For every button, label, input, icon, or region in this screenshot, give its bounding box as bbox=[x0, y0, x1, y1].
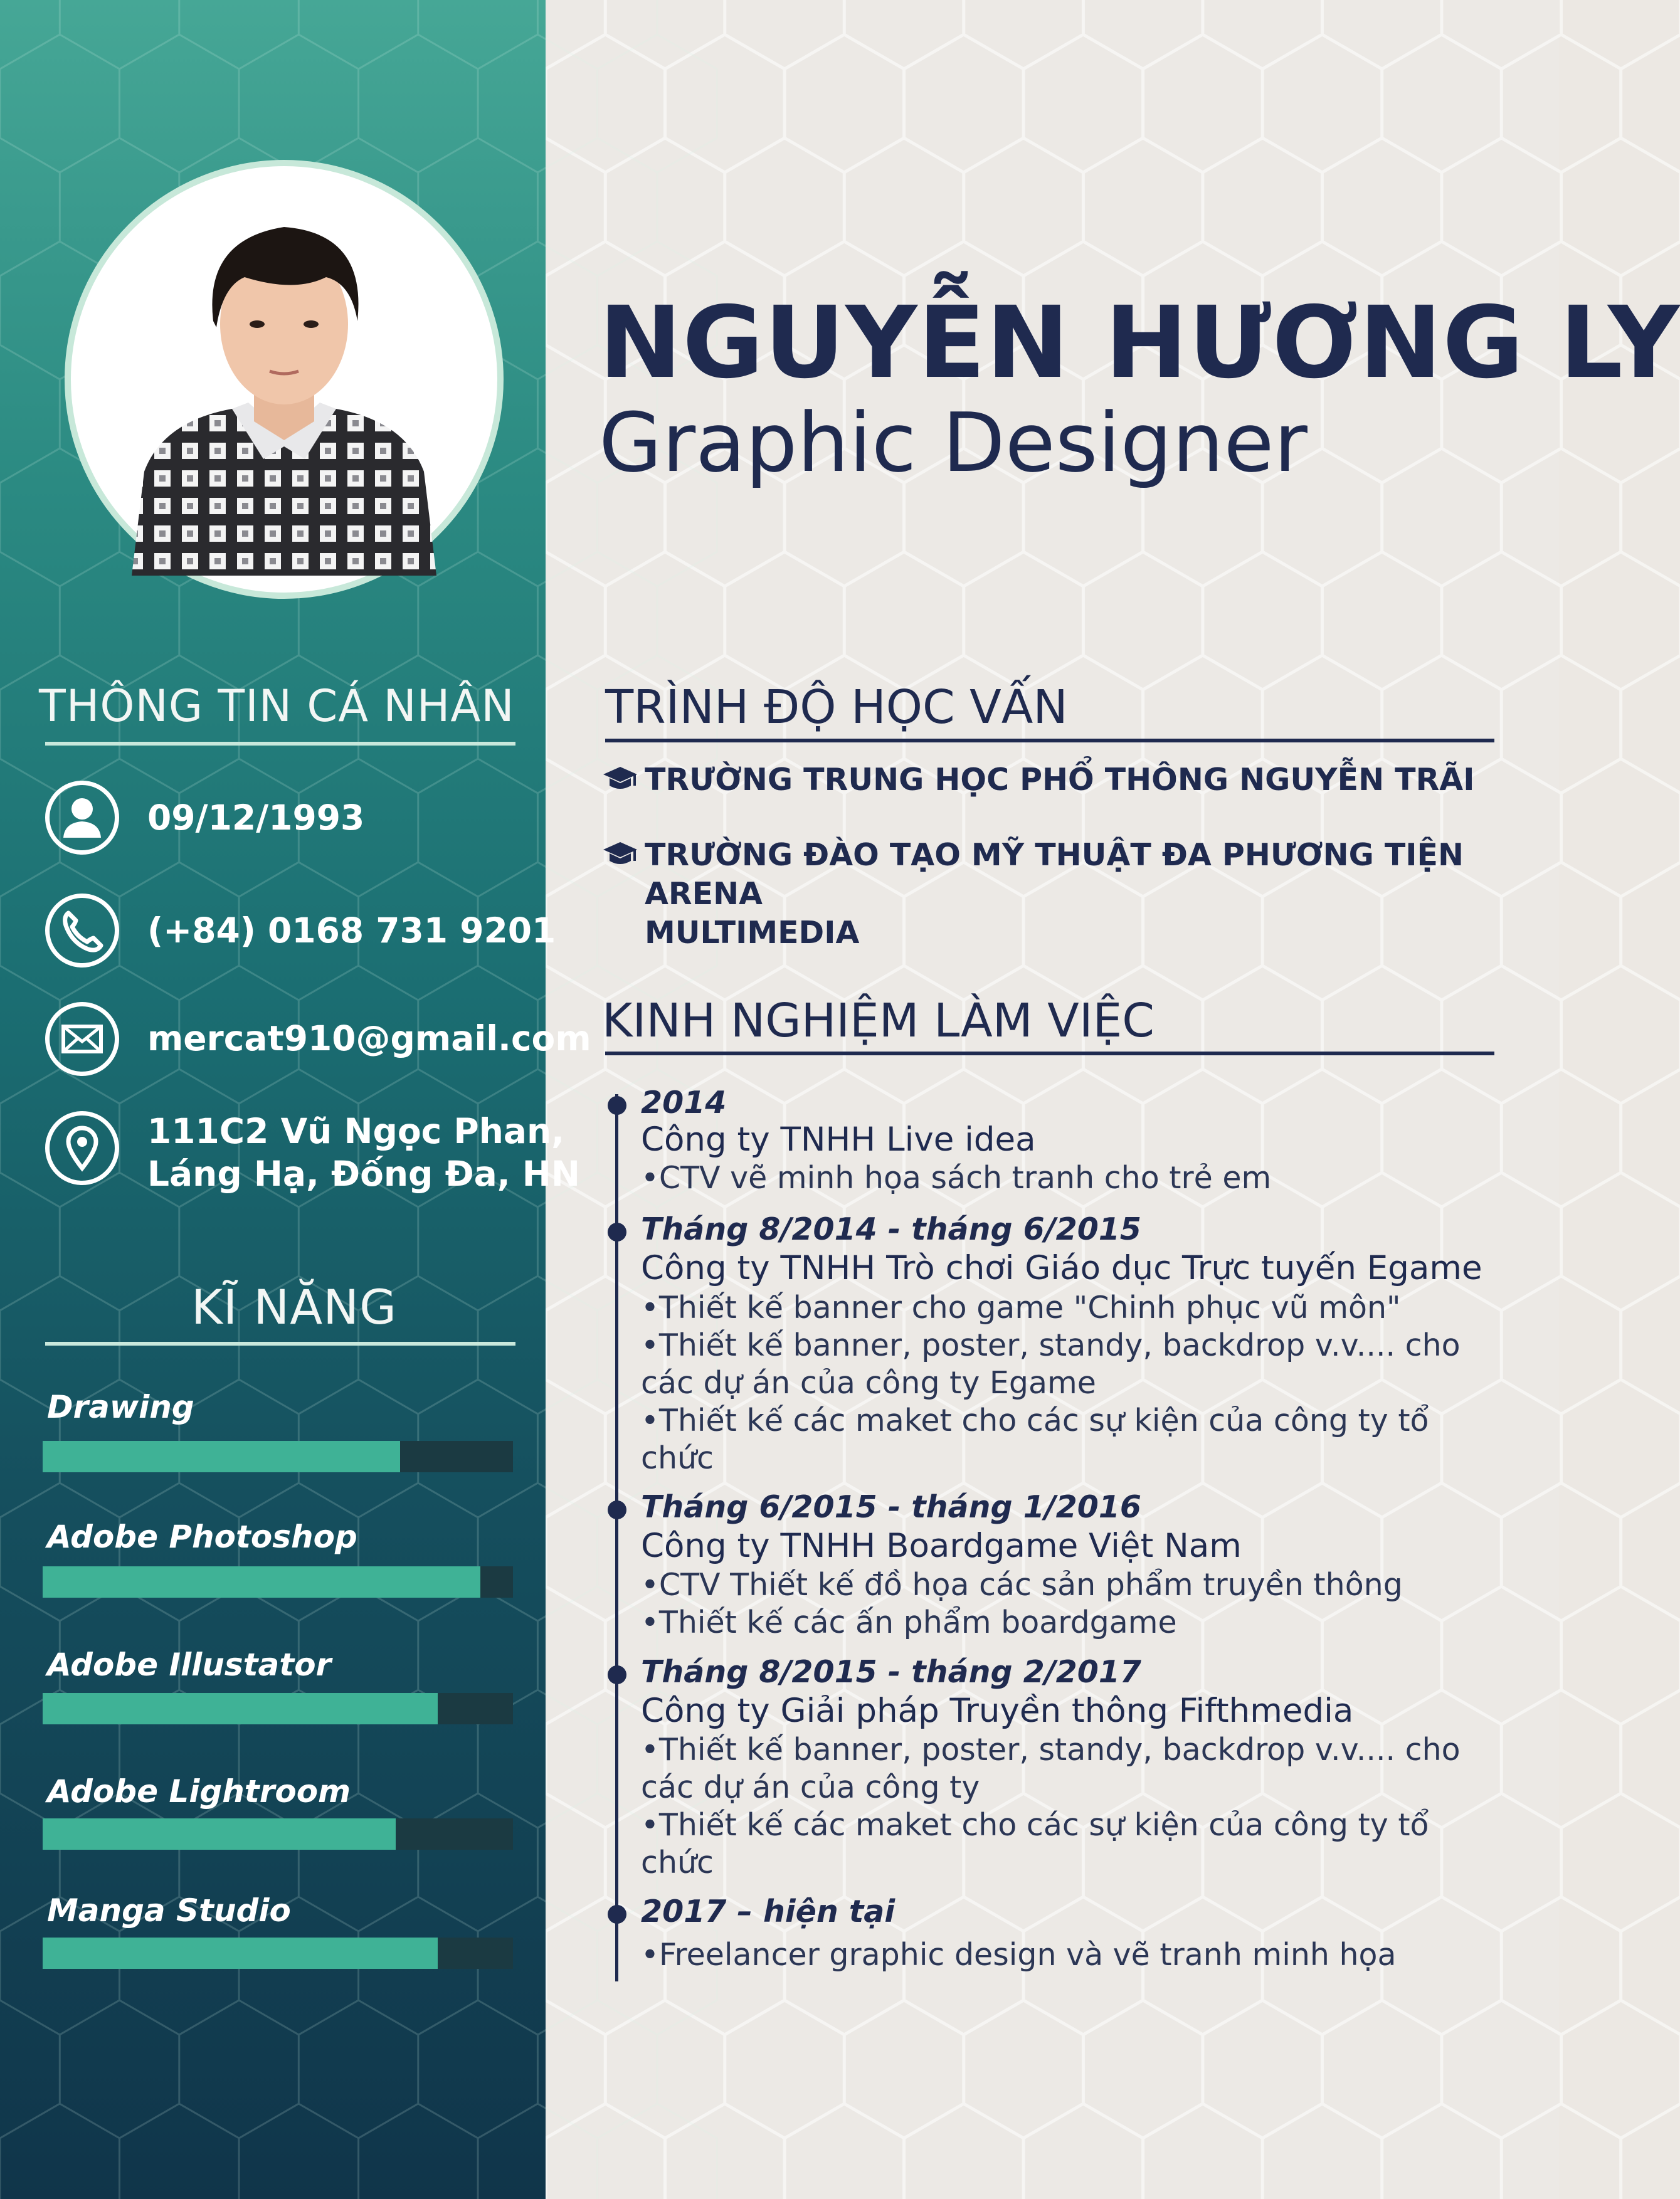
skill-label: Manga Studio bbox=[47, 1892, 291, 1929]
experience-bullet: chức bbox=[641, 1440, 714, 1476]
location-pin-icon bbox=[45, 1111, 119, 1185]
education-school-line: MULTIMEDIA bbox=[645, 915, 860, 951]
skill-bar-illustrator bbox=[43, 1693, 513, 1724]
skill-bar-manga-studio bbox=[43, 1938, 513, 1969]
experience-date: Tháng 8/2015 - tháng 2/2017 bbox=[641, 1654, 1141, 1690]
timeline-dot bbox=[608, 1096, 626, 1115]
person-name: NGUYỄN HƯƠNG LY bbox=[599, 285, 1680, 401]
skill-label: Adobe Lightroom bbox=[47, 1773, 351, 1810]
education-school bbox=[645, 836, 1510, 952]
experience-divider bbox=[605, 1052, 1494, 1055]
experience-bullet: •Thiết kế các maket cho các sự kiện của công ty tổ bbox=[641, 1807, 1429, 1843]
experience-bullet: •CTV Thiết kế đồ họa các sản phẩm truyền thông bbox=[641, 1567, 1403, 1603]
experience-date: Tháng 6/2015 - tháng 1/2016 bbox=[641, 1489, 1141, 1525]
mail-icon bbox=[45, 1002, 119, 1076]
experience-bullet: các dự án của công ty bbox=[641, 1769, 980, 1805]
address-line-1: 111C2 Vũ Ngọc Phan, bbox=[147, 1111, 565, 1151]
experience-bullet: •Thiết kế các maket cho các sự kiện của công ty tổ bbox=[641, 1403, 1429, 1438]
experience-bullet: •Thiết kế banner cho game "Chinh phục vũ môn" bbox=[641, 1290, 1401, 1326]
skill-bar-lightroom bbox=[43, 1818, 513, 1850]
education-heading: TRÌNH ĐỘ HỌC VẤN bbox=[605, 680, 1068, 734]
experience-company: Công ty TNHH Live idea bbox=[641, 1121, 1036, 1159]
skill-bar-fill bbox=[43, 1938, 438, 1969]
education-school: TRƯỜNG TRUNG HỌC PHỔ THÔNG NGUYỄN TRÃI bbox=[645, 762, 1475, 798]
education-school-line: TRƯỜNG ĐÀO TẠO MỸ THUẬT ĐA PHƯƠNG TIỆN ARENA bbox=[645, 837, 1464, 912]
skills-heading: KĨ NĂNG bbox=[191, 1279, 397, 1335]
skill-label: Adobe Illustator bbox=[47, 1647, 332, 1683]
graduation-cap-icon bbox=[602, 841, 638, 868]
address-line-2: Láng Hạ, Đống Đa, HN bbox=[147, 1154, 580, 1194]
personal-info-heading: THÔNG TIN CÁ NHÂN bbox=[39, 680, 515, 732]
experience-company: Công ty Giải pháp Truyền thông Fifthmedia bbox=[641, 1692, 1354, 1730]
timeline-dot bbox=[608, 1905, 626, 1924]
experience-bullet: •CTV vẽ minh họa sách tranh cho trẻ em bbox=[641, 1160, 1272, 1196]
skills-divider bbox=[45, 1342, 515, 1346]
experience-bullet: chức bbox=[641, 1845, 714, 1880]
phone-icon bbox=[45, 894, 119, 968]
experience-bullet: các dự án của công ty Egame bbox=[641, 1365, 1096, 1401]
profile-photo bbox=[88, 183, 480, 576]
experience-company: Công ty TNHH Trò chơi Giáo dục Trực tuyến Egame bbox=[641, 1249, 1482, 1287]
graduation-cap-icon bbox=[602, 766, 638, 793]
experience-company: Công ty TNHH Boardgame Việt Nam bbox=[641, 1527, 1242, 1565]
experience-date: 2014 bbox=[641, 1085, 727, 1121]
phone-text: (+84) 0168 731 9201 bbox=[147, 910, 556, 951]
timeline-dot bbox=[608, 1665, 626, 1684]
experience-date: 2017 – hiện tại bbox=[641, 1894, 895, 1929]
timeline-dot bbox=[608, 1500, 626, 1519]
experience-bullet: •Thiết kế banner, poster, standy, backdrop v.v.... cho bbox=[641, 1327, 1461, 1363]
skill-bar-fill bbox=[43, 1693, 438, 1724]
experience-heading: KINH NGHIỆM LÀM VIỆC bbox=[602, 994, 1154, 1048]
person-icon bbox=[45, 781, 119, 855]
email-text: mercat910@gmail.com bbox=[147, 1018, 591, 1058]
skill-bar-drawing bbox=[43, 1441, 513, 1472]
experience-date: Tháng 8/2014 - tháng 6/2015 bbox=[641, 1211, 1141, 1247]
skill-bar-photoshop bbox=[43, 1566, 513, 1598]
skill-label: Adobe Photoshop bbox=[47, 1519, 357, 1555]
skill-label: Drawing bbox=[47, 1389, 194, 1425]
experience-bullet: •Thiết kế các ấn phẩm boardgame bbox=[641, 1605, 1177, 1640]
experience-bullet: •Thiết kế banner, poster, standy, backdrop v.v.... cho bbox=[641, 1732, 1461, 1768]
job-title: Graphic Designer bbox=[599, 395, 1308, 490]
skill-bar-fill bbox=[43, 1441, 400, 1472]
personal-info-divider bbox=[45, 742, 515, 746]
birthdate-text: 09/12/1993 bbox=[147, 798, 365, 838]
experience-bullet: •Freelancer graphic design và vẽ tranh minh họa bbox=[641, 1937, 1397, 1973]
timeline-dot bbox=[608, 1223, 626, 1242]
education-divider bbox=[605, 739, 1494, 742]
skill-bar-fill bbox=[43, 1818, 396, 1850]
skill-bar-fill bbox=[43, 1566, 480, 1598]
